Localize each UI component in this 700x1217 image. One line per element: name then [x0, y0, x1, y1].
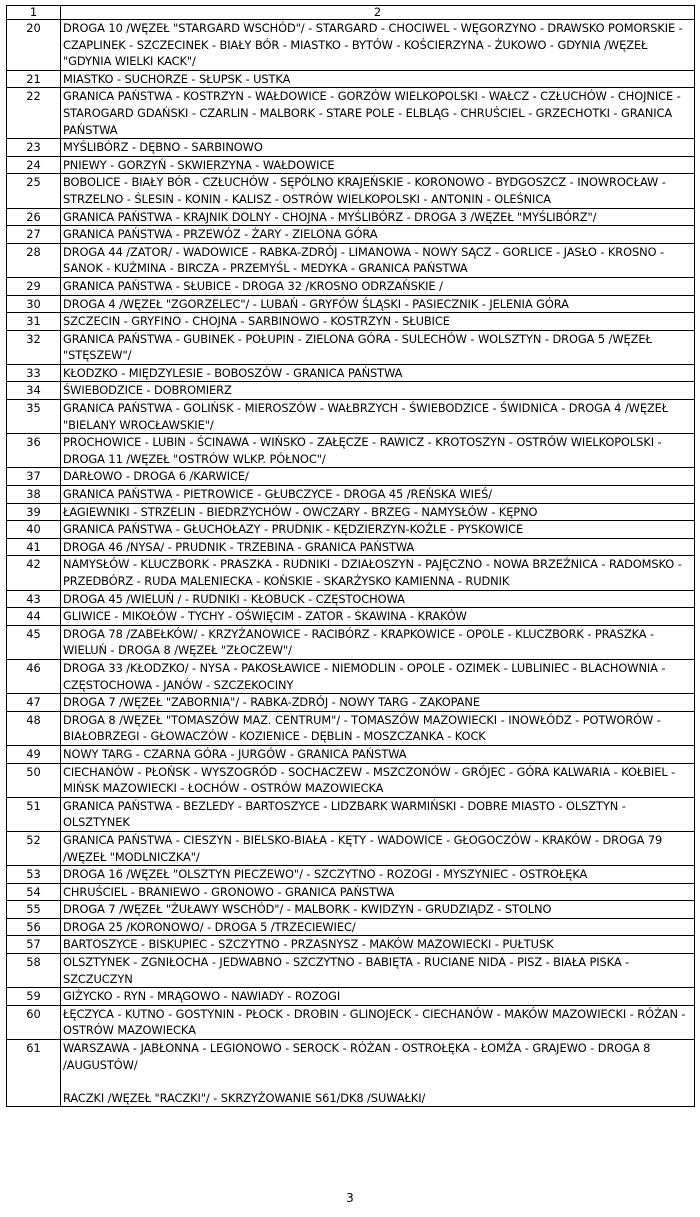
- row-number: 30: [7, 295, 61, 313]
- route-description: DROGA 25 /KORONOWO/ - DROGA 5 /TRZECIEWIEC/: [61, 918, 695, 936]
- route-description: GRANICA PAŃSTWA - SŁUBICE - DROGA 32 /KROSNO ODRZAŃSKIE /: [61, 277, 695, 295]
- table-row: [7, 277, 695, 295]
- table-row: [7, 382, 695, 400]
- route-description: PNIEWY - GORZYŃ - SKWIERZYNA - WAŁDOWICE: [61, 156, 695, 174]
- row-number: 34: [7, 382, 61, 400]
- route-description: ŁĘCZYCA - KUTNO - GOSTYNIN - PŁOCK - DROBIN - GLINOJECK - CIECHANÓW - MAKÓW MAZOWIECKI - RÓŻAN - OSTRÓW MAZOWIECKA: [61, 1005, 695, 1039]
- route-description: DROGA 33 /KŁODZKO/ - NYSA - PAKOSŁAWICE - NIEMODLIN - OPOLE - OZIMEK - LUBLINIEC - BLACHOWNIA - CZĘSTOCHOWA - JANÓW - SZCZEKOCINY: [61, 659, 695, 693]
- row-number: 42: [7, 556, 61, 590]
- row-number: 53: [7, 866, 61, 884]
- table-row: [7, 156, 695, 174]
- row-number: 48: [7, 711, 61, 745]
- route-description: GRANICA PAŃSTWA - PIETROWICE - GŁUBCZYCE - DROGA 45 /REŃSKA WIEŚ/: [61, 486, 695, 504]
- table-row: [7, 1005, 695, 1039]
- table-row: [7, 400, 695, 434]
- row-number: 23: [7, 139, 61, 157]
- row-number: 47: [7, 694, 61, 712]
- row-number: 32: [7, 330, 61, 364]
- row-number: 35: [7, 400, 61, 434]
- route-description: GRANICA PAŃSTWA - BEZLEDY - BARTOSZYCE - LIDZBARK WARMIŃSKI - DOBRE MIASTO - OLSZTYN - OLSZTYNEK: [61, 797, 695, 831]
- table-row: [7, 694, 695, 712]
- route-description: ŁAGIEWNIKI - STRZELIN - BIEDRZYCHÓW - OWCZARY - BRZEG - NAMYSŁÓW - KĘPNO: [61, 503, 695, 521]
- table-row: [7, 243, 695, 277]
- route-description: KŁODZKO - MIĘDZYLESIE - BOBOSZÓW - GRANICA PAŃSTWA: [61, 364, 695, 382]
- column-header-route: 2: [61, 6, 695, 20]
- table-row: [7, 797, 695, 831]
- row-number: 40: [7, 521, 61, 539]
- route-description: DROGA 45 /WIELUŃ / - RUDNIKI - KŁOBUCK - CZĘSTOCHOWA: [61, 590, 695, 608]
- table-row: [7, 503, 695, 521]
- table-row: [7, 659, 695, 693]
- route-description: NOWY TARG - CZARNA GÓRA - JURGÓW - GRANICA PAŃSTWA: [61, 745, 695, 763]
- table-row: [7, 521, 695, 539]
- table-row: [7, 608, 695, 626]
- route-description: GRANICA PAŃSTWA - CIESZYN - BIELSKO-BIAŁA - KĘTY - WADOWICE - GŁOGOCZÓW - KRAKÓW - DROGA 79 /WĘZEŁ "MODLNICZKA"/: [61, 831, 695, 865]
- route-description: GIŻYCKO - RYN - MRĄGOWO - NAWIADY - ROZOGI: [61, 988, 695, 1006]
- table-row: [7, 434, 695, 468]
- route-description: GRANICA PAŃSTWA - KOSTRZYN - WAŁDOWICE - GORZÓW WIELKOPOLSKI - WAŁCZ - CZŁUCHÓW - CHOJNICE - STAROGARD GDAŃSKI - CZARLIN - MALBORK - STARE POLE - ELBLĄG - CHRUŚCIEL - GRZECHOTKI - GRANICA PAŃSTWA: [61, 88, 695, 139]
- table-row: [7, 556, 695, 590]
- row-number: 43: [7, 590, 61, 608]
- row-number: 26: [7, 208, 61, 226]
- table-row: [7, 1040, 695, 1107]
- row-number: 29: [7, 277, 61, 295]
- table-row: [7, 538, 695, 556]
- table-row: [7, 295, 695, 313]
- table-row: [7, 226, 695, 244]
- page-number: 3: [346, 1191, 354, 1205]
- table-row: [7, 954, 695, 988]
- table-row: [7, 139, 695, 157]
- table-row: [7, 70, 695, 88]
- row-number: 33: [7, 364, 61, 382]
- route-description: DROGA 16 /WĘZEŁ "OLSZTYN PIECZEWO"/ - SZCZYTNO - ROZOGI - MYSZYNIEC - OSTROŁĘKA: [61, 866, 695, 884]
- route-description: GRANICA PAŃSTWA - GŁUCHOŁAZY - PRUDNIK - KĘDZIERZYN-KOŹLE - PYSKOWICE: [61, 521, 695, 539]
- row-number: 39: [7, 503, 61, 521]
- row-number: 45: [7, 625, 61, 659]
- table-row: [7, 831, 695, 865]
- table-row: [7, 313, 695, 331]
- route-description: GLIWICE - MIKOŁÓW - TYCHY - OŚWIĘCIM - ZATOR - SKAWINA - KRAKÓW: [61, 608, 695, 626]
- row-number: 21: [7, 70, 61, 88]
- route-description: WARSZAWA - JABŁONNA - LEGIONOWO - SEROCK - RÓŻAN - OSTROŁĘKA - ŁOMŻA - GRAJEWO - DROGA 8 /AUGUSTÓW/ RACZKI /WĘZEŁ "RACZKI"/ - SKRZYŻOWANIE S61/DK8 /SUWAŁKI/: [61, 1040, 695, 1107]
- table-row: [7, 208, 695, 226]
- row-number: 59: [7, 988, 61, 1006]
- row-number: 56: [7, 918, 61, 936]
- row-number: 28: [7, 243, 61, 277]
- row-number: 24: [7, 156, 61, 174]
- table-row: [7, 763, 695, 797]
- table-row: [7, 918, 695, 936]
- route-description: ŚWIEBODZICE - DOBROMIERZ: [61, 382, 695, 400]
- route-description: DROGA 4 /WĘZEŁ "ZGORZELEC"/ - LUBAŃ - GRYFÓW ŚLĄSKI - PASIECZNIK - JELENIA GÓRA: [61, 295, 695, 313]
- table-row: [7, 883, 695, 901]
- column-header-number: 1: [7, 6, 61, 20]
- row-number: 20: [7, 20, 61, 71]
- table-row: [7, 174, 695, 208]
- table-row: [7, 468, 695, 486]
- route-description: GRANICA PAŃSTWA - KRAJNIK DOLNY - CHOJNA - MYŚLIBÓRZ - DROGA 3 /WĘZEŁ "MYŚLIBÓRZ"/: [61, 208, 695, 226]
- routes-table-body: [7, 6, 695, 1107]
- route-description: DROGA 7 /WĘZEŁ "ZABORNIA"/ - RABKA-ZDRÓJ - NOWY TARG - ZAKOPANE: [61, 694, 695, 712]
- route-description: GRANICA PAŃSTWA - GUBINEK - POŁUPIN - ZIELONA GÓRA - SULECHÓW - WOLSZTYN - DROGA 5 /WĘZEŁ "STĘSZEW"/: [61, 330, 695, 364]
- route-description: SZCZECIN - GRYFINO - CHOJNA - SARBINOWO - KOSTRZYN - SŁUBICE: [61, 313, 695, 331]
- table-row: [7, 988, 695, 1006]
- row-number: 41: [7, 538, 61, 556]
- header-row: [7, 6, 695, 20]
- route-description: GRANICA PAŃSTWA - PRZEWÓZ - ŻARY - ZIELONA GÓRA: [61, 226, 695, 244]
- table-row: [7, 590, 695, 608]
- row-number: 38: [7, 486, 61, 504]
- row-number: 44: [7, 608, 61, 626]
- route-description: BARTOSZYCE - BISKUPIEC - SZCZYTNO - PRZASNYSZ - MAKÓW MAZOWIECKI - PUŁTUSK: [61, 936, 695, 954]
- row-number: 22: [7, 88, 61, 139]
- table-row: [7, 364, 695, 382]
- row-number: 58: [7, 954, 61, 988]
- table-row: [7, 866, 695, 884]
- table-row: [7, 711, 695, 745]
- row-number: 55: [7, 901, 61, 919]
- route-description: MYŚLIBÓRZ - DĘBNO - SARBINOWO: [61, 139, 695, 157]
- row-number: 50: [7, 763, 61, 797]
- route-description: DROGA 78 /ZABEŁKÓW/ - KRZYŻANOWICE - RACIBÓRZ - KRAPKOWICE - OPOLE - KLUCZBORK - PRASZKA - WIELUŃ - DROGA 8 /WĘZEŁ "ZŁOCZEW"/: [61, 625, 695, 659]
- table-row: [7, 20, 695, 71]
- route-description: DROGA 10 /WĘZEŁ "STARGARD WSCHÓD"/ - STARGARD - CHOCIWEL - WĘGORZYNO - DRAWSKO POMORSKIE - CZAPLINEK - SZCZECINEK - BIAŁY BÓR - MIASTKO - BYTÓW - KOŚCIERZYNA - ŻUKOWO - GDYNIA /WĘZEŁ "GDYNIA WIELKI KACK"/: [61, 20, 695, 71]
- route-description: DARŁOWO - DROGA 6 /KARWICE/: [61, 468, 695, 486]
- table-row: [7, 88, 695, 139]
- table-row: [7, 625, 695, 659]
- routes-table: [6, 5, 695, 1107]
- row-number: 60: [7, 1005, 61, 1039]
- row-number: 61: [7, 1040, 61, 1107]
- row-number: 52: [7, 831, 61, 865]
- route-description: NAMYSŁÓW - KLUCZBORK - PRASZKA - RUDNIKI - DZIAŁOSZYN - PAJĘCZNO - NOWA BRZEŹNICA - RADOMSKO - PRZEDBÓRZ - RUDA MALENIECKA - KOŃSKIE - SKARŻYSKO KAMIENNA - RUDNIK: [61, 556, 695, 590]
- route-description: MIASTKO - SUCHORZE - SŁUPSK - USTKA: [61, 70, 695, 88]
- row-number: 54: [7, 883, 61, 901]
- row-number: 25: [7, 174, 61, 208]
- table-row: [7, 936, 695, 954]
- route-description: OLSZTYNEK - ZGNIŁOCHA - JEDWABNO - SZCZYTNO - BABIĘTA - RUCIANE NIDA - PISZ - BIAŁA PISKA - SZCZUCZYN: [61, 954, 695, 988]
- row-number: 27: [7, 226, 61, 244]
- row-number: 49: [7, 745, 61, 763]
- row-number: 57: [7, 936, 61, 954]
- route-description: DROGA 46 /NYSA/ - PRUDNIK - TRZEBINA - GRANICA PAŃSTWA: [61, 538, 695, 556]
- row-number: 31: [7, 313, 61, 331]
- row-number: 36: [7, 434, 61, 468]
- row-number: 51: [7, 797, 61, 831]
- table-row: [7, 901, 695, 919]
- table-row: [7, 745, 695, 763]
- route-description: BOBOLICE - BIAŁY BÓR - CZŁUCHÓW - SĘPÓLNO KRAJEŃSKIE - KORONOWO - BYDGOSZCZ - INOWROCŁAW - STRZELNO - ŚLESIN - KONIN - KALISZ - OSTRÓW WIELKOPOLSKI - ANTONIN - OLEŚNICA: [61, 174, 695, 208]
- row-number: 37: [7, 468, 61, 486]
- route-description: CHRUŚCIEL - BRANIEWO - GRONOWO - GRANICA PAŃSTWA: [61, 883, 695, 901]
- route-description: CIECHANÓW - PŁOŃSK - WYSZOGRÓD - SOCHACZEW - MSZCZONÓW - GRÓJEC - GÓRA KALWARIA - KOŁBIEL - MIŃSK MAZOWIECKI - ŁOCHÓW - OSTRÓW MAZOWIECKA: [61, 763, 695, 797]
- table-row: [7, 486, 695, 504]
- route-description: DROGA 7 /WĘZEŁ "ŻUŁAWY WSCHÓD"/ - MALBORK - KWIDZYN - GRUDZIĄDZ - STOLNO: [61, 901, 695, 919]
- route-description: GRANICA PAŃSTWA - GOLIŃSK - MIEROSZÓW - WAŁBRZYCH - ŚWIEBODZICE - ŚWIDNICA - DROGA 4 /WĘZEŁ "BIELANY WROCŁAWSKIE"/: [61, 400, 695, 434]
- route-description: DROGA 44 /ZATOR/ - WADOWICE - RABKA-ZDRÓJ - LIMANOWA - NOWY SĄCZ - GORLICE - JASŁO - KROSNO - SANOK - KUŹMINA - BIRCZA - PRZEMYŚL - MEDYKA - GRANICA PAŃSTWA: [61, 243, 695, 277]
- table-row: [7, 330, 695, 364]
- route-description: PROCHOWICE - LUBIN - ŚCINAWA - WIŃSKO - ZAŁĘCZE - RAWICZ - KROTOSZYN - OSTRÓW WIELKOPOLSKI - DROGA 11 /WĘZEŁ "OSTRÓW WLKP. PÓŁNOC"/: [61, 434, 695, 468]
- row-number: 46: [7, 659, 61, 693]
- route-description: DROGA 8 /WĘZEŁ "TOMASZÓW MAZ. CENTRUM"/ - TOMASZÓW MAZOWIECKI - INOWŁÓDZ - POTWORÓW - BIAŁOBRZEGI - GŁOWACZÓW - KOZIENICE - DĘBLIN - MOSZCZANKA - KOCK: [61, 711, 695, 745]
